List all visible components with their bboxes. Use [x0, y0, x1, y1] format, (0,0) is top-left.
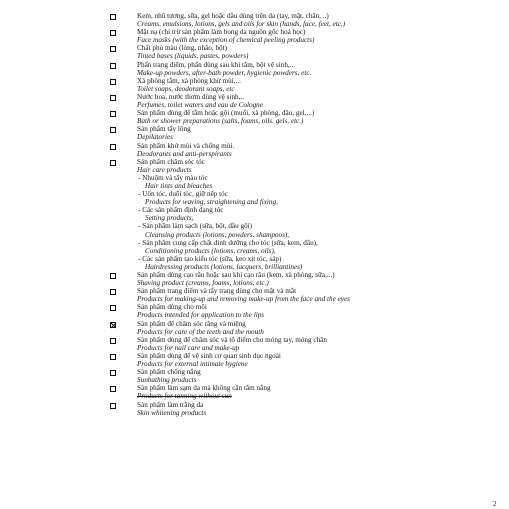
- checkbox-icon[interactable]: [110, 160, 116, 166]
- item-label-vietnamese: Sản phẩm dùng để vệ sinh cơ quan sinh dục ngoài: [137, 351, 281, 360]
- checkbox-icon[interactable]: [110, 354, 116, 360]
- item-label-vietnamese: - Uốn tóc, duỗi tóc, giữ nếp tóc: [138, 190, 228, 199]
- checklist-item: [110, 44, 495, 60]
- checked-checkbox-icon[interactable]: [110, 322, 116, 328]
- item-label-vietnamese: Sản phẩm dùng cạo râu hoặc sau khi cạo râu (kem, xà phòng, sữa,...): [137, 271, 335, 279]
- item-label-vietnamese: Xà phòng tắm, xà phòng khử mùi,...: [137, 76, 241, 85]
- item-label-english: Setting products,: [145, 214, 194, 223]
- checklist-item: [110, 142, 495, 158]
- item-label-english: Products for external intimate hygiene: [137, 360, 248, 369]
- checkbox-icon[interactable]: [110, 95, 116, 101]
- item-label-english: Cleansing products (lotions, powders, shampoos),: [145, 230, 290, 239]
- item-label-english: Products for making-up and removing make-up from the face and the eyes: [137, 295, 350, 304]
- checkbox-icon[interactable]: [110, 46, 116, 52]
- item-label-english: Tinted bases (liquids, pastes, powders): [137, 52, 249, 61]
- item-label-english: Toilet soaps, deodorant soaps, etc: [137, 84, 235, 93]
- item-label-vietnamese: Phấn trang điểm, phấn dùng sau khi tắm, bột vệ sinh,...: [137, 60, 296, 69]
- item-label-vietnamese: Sản phẩm tẩy lông: [137, 125, 191, 134]
- item-label-vietnamese: Sản phẩm dùng để tắm hoặc gội (muối, xà phòng, dầu, gel,...): [137, 109, 315, 118]
- checkbox-icon[interactable]: [110, 63, 116, 69]
- checkbox-icon[interactable]: [110, 14, 116, 20]
- item-label-vietnamese: Sản phẩm trang điểm và tẩy trang dùng cho mặt và mắt: [137, 287, 297, 296]
- checkbox-icon[interactable]: [110, 79, 116, 85]
- checkbox-icon[interactable]: [110, 289, 116, 295]
- checkbox-icon[interactable]: [110, 338, 116, 344]
- page-number: 2: [493, 500, 497, 508]
- item-label-english: Products for tanning without sun: [137, 392, 232, 401]
- checkbox-icon[interactable]: [110, 403, 116, 409]
- item-label-english: Face masks (with the exception of chemical peeling products): [137, 36, 315, 45]
- checkbox-icon[interactable]: [110, 30, 116, 36]
- checklist-item: [110, 401, 495, 417]
- checkbox-icon[interactable]: [110, 386, 116, 392]
- item-label-english: Hairdressing products (lotions, lacquers, brilliantines): [145, 262, 303, 271]
- checklist-subitem: [110, 222, 495, 238]
- checklist-item: [110, 28, 495, 44]
- item-label-english: Hair tints and bleaches: [145, 181, 213, 190]
- item-label-vietnamese: - Nhuộm và tẩy màu tóc: [138, 173, 208, 182]
- item-label-vietnamese: Sản phẩm làm trắng da: [137, 400, 204, 409]
- checkbox-icon[interactable]: [110, 127, 116, 133]
- checklist-item: [110, 352, 495, 368]
- item-label-english: Creams, emulsions, lotions, gels and oils for skin (hands, face, feet, etc.): [137, 20, 346, 29]
- item-label-english: Products intended for application to the lips: [137, 311, 265, 320]
- checklist-subitem: [110, 239, 495, 255]
- item-label-english: Make-up powders, after-bath powder, hygienic powders, etc.: [137, 68, 312, 77]
- checkbox-icon[interactable]: [110, 273, 116, 279]
- item-label-vietnamese: - Sản phẩm làm sạch (sữa, bột, dầu gội): [138, 222, 253, 231]
- item-label-english: Deodorants and anti-perspirants: [137, 149, 232, 158]
- item-label-english: Skin whitening products: [137, 408, 207, 417]
- item-label-vietnamese: Mặt nạ (chỉ trừ sản phẩm làm bong da nguồn gốc hoá học): [137, 28, 306, 37]
- item-label-vietnamese: - Các sản phẩm tạo kiểu tóc (sữa, keo xịt tóc, sáp): [138, 254, 282, 263]
- checklist-item: [110, 109, 495, 125]
- item-label-vietnamese: - Các sản phẩm định dạng tóc: [138, 206, 224, 215]
- item-label-english: Bath or shower preparations (salts, foams, oils. gels, etc.): [137, 117, 304, 126]
- item-label-english: Shaving product (creams, foams, lotions, etc.): [137, 279, 269, 288]
- item-label-vietnamese: Nước hoa, nước thơm dùng vệ sinh,..: [137, 92, 245, 101]
- item-label-english: Products for nail care and make-up: [137, 343, 240, 352]
- item-label-english: Sunbathing products: [137, 376, 197, 385]
- checkbox-icon[interactable]: [110, 370, 116, 376]
- checklist-item: [110, 12, 495, 28]
- item-label-vietnamese: - Sản phẩm cung cấp chất dinh dưỡng cho tóc (sữa, kem, dầu),: [138, 238, 318, 247]
- checklist-item: [110, 287, 495, 303]
- item-label-english: Conditioning products (lotions, creams, oils),: [145, 246, 276, 255]
- checklist-item: [110, 320, 495, 336]
- checklist-item: [110, 271, 495, 287]
- checklist-item: [110, 158, 495, 174]
- item-label-english: Hair care products: [137, 165, 192, 174]
- checklist-item: [110, 336, 495, 352]
- checkbox-icon[interactable]: [110, 144, 116, 150]
- checklist-item: [110, 77, 495, 93]
- item-label-vietnamese: Sản phẩm chăm sóc tóc: [137, 157, 205, 166]
- item-label-english: Perfumes, toilet waters and eau de Cologne: [137, 101, 263, 110]
- item-label-english: Products for care of the teeth and the mouth: [137, 327, 264, 336]
- item-label-english: Products for waving, straightening and fixing,: [145, 198, 278, 207]
- product-checklist: [110, 12, 495, 417]
- item-label-vietnamese: Sản phẩm dùng để chăm sóc và tô điểm cho móng tay, móng chân: [137, 335, 327, 344]
- checklist-item: [110, 125, 495, 141]
- item-label-vietnamese: Sản phẩm làm sạm da mà không cần tắm nắng: [137, 384, 271, 393]
- item-label-vietnamese: Kem, nhũ tương, sữa, gel hoặc dầu dùng trên da (tay, mặt, chân, ..): [137, 12, 329, 20]
- checklist-item: [110, 303, 495, 319]
- checkbox-icon[interactable]: [110, 111, 116, 117]
- item-label-vietnamese: Sản phẩm để chăm sóc răng và miệng: [137, 319, 246, 328]
- checkbox-icon[interactable]: [110, 305, 116, 311]
- checklist-subitem: [110, 255, 495, 271]
- item-label-vietnamese: Chất phủ màu (lỏng, nhão, bột): [137, 44, 228, 53]
- checklist-item: [110, 93, 495, 109]
- item-label-vietnamese: Sản phẩm chống nắng: [137, 368, 201, 377]
- checklist-subitem: [110, 190, 495, 206]
- checklist-item: [110, 368, 495, 384]
- item-label-english: Depilatories: [137, 133, 173, 142]
- checklist-item: [110, 61, 495, 77]
- item-label-vietnamese: Sản phẩm khử mùi và chống mùi.: [137, 141, 235, 150]
- checklist-subitem: [110, 206, 495, 222]
- checklist-subitem: [110, 174, 495, 190]
- checklist-item: [110, 384, 495, 400]
- item-label-vietnamese: Sản phẩm dùng cho môi: [137, 303, 207, 312]
